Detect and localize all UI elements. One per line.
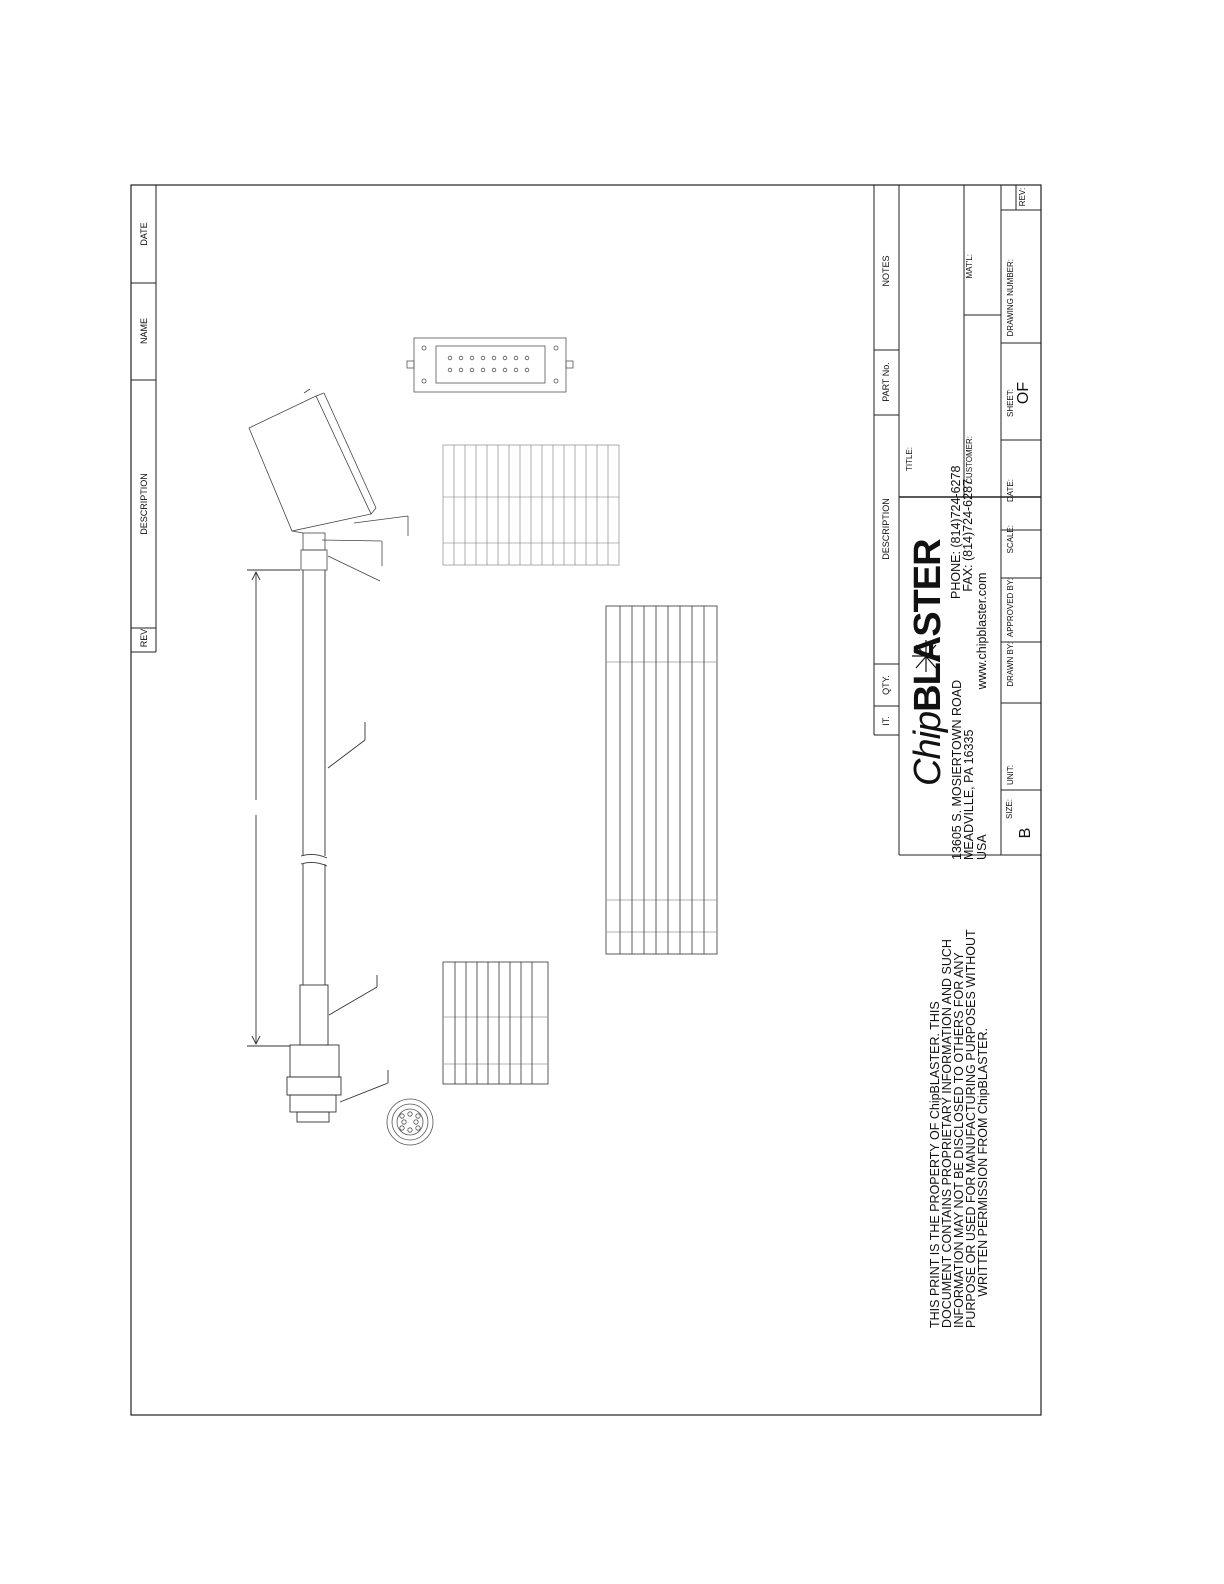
logo-text-blaster: BLASTER <box>907 539 949 712</box>
company-fax: FAX: (814)724-6287 <box>961 479 975 592</box>
size-value: B <box>1017 827 1034 839</box>
notice-line4: PURPOSE OR USED FOR MANUFACTURING PURPOSES WITHOUT <box>964 929 978 1328</box>
logo-text-chip: Chip <box>907 711 949 786</box>
angled-connector <box>249 389 408 581</box>
notice-line2: DOCUMENT CONTAINS PROPRIETARY INFORMATION AND SUCH <box>940 939 954 1328</box>
rev-description-header: DESCRIPTION <box>139 473 149 535</box>
notice-line5: WRITTEN PERMISSION FROM ChipBLASTER. <box>976 1028 990 1297</box>
bom-partno-header: PART No. <box>881 362 891 402</box>
wiring-table-upper <box>443 445 619 565</box>
sheet-label: SHEET: <box>1006 389 1015 418</box>
drawing-number-label: DRAWING NUMBER: <box>1006 259 1015 337</box>
wiring-table-lower <box>443 962 548 1084</box>
cable <box>301 570 365 985</box>
approved-by-label: APPROVED BY: <box>1006 578 1015 638</box>
bom-notes-header: NOTES <box>881 255 891 287</box>
title-label: TITLE: <box>905 447 914 472</box>
dimension-line <box>247 570 300 1046</box>
unit-label: UNIT: <box>1006 765 1015 785</box>
sheet-value: OF <box>1015 381 1032 405</box>
dsub-connector-face <box>407 338 573 392</box>
bom-qty-header: QTY. <box>881 675 891 695</box>
wiring-table-middle <box>606 606 717 954</box>
date-label: DATE: <box>1006 479 1015 502</box>
drawn-by-label: DRAWN BY: <box>1006 642 1015 687</box>
sheet-border <box>131 185 1041 1415</box>
bom-description-header: DESCRIPTION <box>881 498 891 560</box>
bom-item-header: IT. <box>881 716 891 726</box>
circular-connector <box>287 975 388 1122</box>
matl-label: MAT'L: <box>965 254 974 279</box>
rev-name-header: NAME <box>139 318 149 345</box>
company-logo <box>903 539 953 786</box>
company-address-line1: 13605 S. MOSIERTOWN ROAD <box>950 679 964 860</box>
scale-label: SCALE: <box>1006 525 1015 554</box>
rev-header: REV <box>139 628 149 648</box>
size-label: SIZE: <box>1005 799 1014 820</box>
notice-line1: THIS PRINT IS THE PROPERTY OF ChipBLASTER. THIS <box>928 1001 942 1328</box>
company-website: www.chipblaster.com <box>975 572 989 690</box>
circular-connector-end-view <box>387 1099 433 1145</box>
company-phone: PHONE: (814)724-6278 <box>949 465 963 599</box>
notice-line3: INFORMATION MAY NOT BE DISCLOSED TO OTHERS FOR ANY <box>952 952 966 1328</box>
company-address-line3: USA <box>975 834 989 860</box>
rev-label: REV: <box>1018 187 1027 207</box>
company-address-line2: MEADVILLE, PA 16335 <box>962 729 976 860</box>
customer-label: CUSTOMER: <box>965 436 974 484</box>
rev-date-header: DATE <box>139 222 149 246</box>
